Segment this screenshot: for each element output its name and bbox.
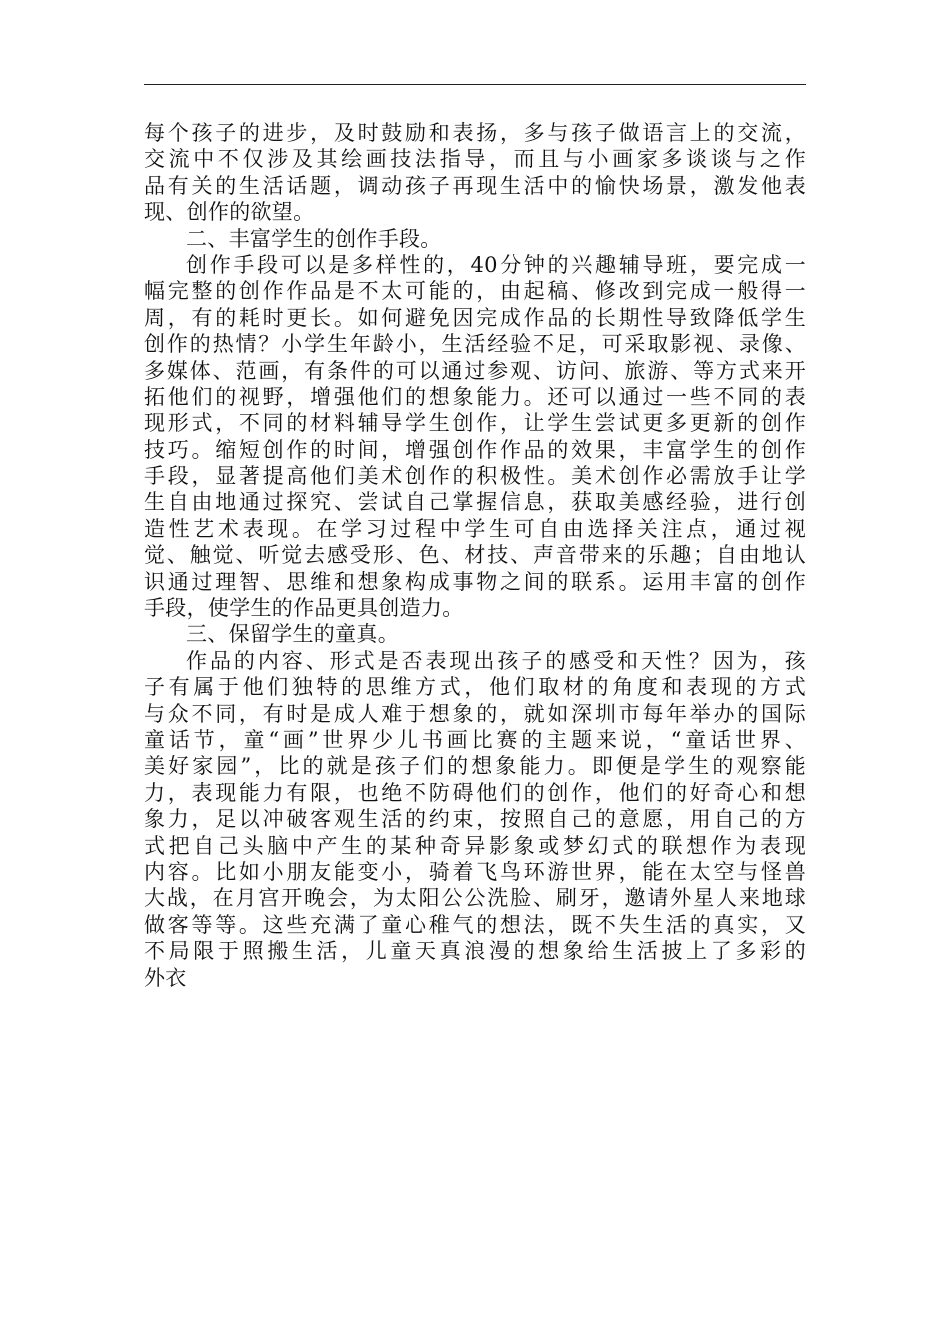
text-line: 子有属于他们独特的思维方式，他们取材的角度和表现的方式 bbox=[144, 675, 806, 700]
text-line: 生自由地通过探究、尝试自己掌握信息，获取美感经验，进行创 bbox=[144, 490, 806, 515]
text-line: 象力，足以冲破客观生活的约束，按照自己的意愿，用自己的方 bbox=[144, 807, 806, 832]
text-line: 交流中不仅涉及其绘画技法指导，而且与小画家多谈谈与之作 bbox=[144, 147, 806, 172]
text-line: 周，有的耗时更长。如何避免因完成作品的长期性导致降低学生 bbox=[144, 305, 806, 330]
text-line: 手段，使学生的作品更具创造力。 bbox=[144, 596, 464, 621]
text-line: 大战，在月宫开晚会，为太阳公公洗脸、刷牙，邀请外星人来地球 bbox=[144, 886, 806, 911]
text-line: 识通过理智、思维和想象构成事物之间的联系。运用丰富的创作 bbox=[144, 569, 806, 594]
text-line: 不局限于照搬生活，儿童天真浪漫的想象给生活披上了多彩的 bbox=[144, 939, 806, 964]
section-heading-2: 二、丰富学生的创作手段。 bbox=[186, 226, 442, 251]
text-line: 外衣 bbox=[144, 965, 187, 990]
text-line: 造性艺术表现。在学习过程中学生可自由选择关注点，通过视 bbox=[144, 516, 806, 541]
text-line: 创作手段可以是多样性的，40分钟的兴趣辅导班，要完成一 bbox=[186, 252, 806, 277]
document-body bbox=[144, 120, 806, 991]
text-line: 作品的内容、形式是否表现出孩子的感受和天性？因为，孩 bbox=[186, 648, 806, 673]
text-line: 现、创作的欲望。 bbox=[144, 200, 315, 225]
text-line: 式把自己头脑中产生的某种奇异影象或梦幻式的联想作为表现 bbox=[144, 833, 806, 858]
text-line: 每个孩子的进步，及时鼓励和表扬，多与孩子做语言上的交流， bbox=[144, 121, 806, 145]
text-line: 觉、触觉、听觉去感受形、色、材技、声音带来的乐趣；自由地认 bbox=[144, 543, 806, 568]
text-line: 美好家园”，比的就是孩子们的想象能力。即便是学生的观察能 bbox=[144, 754, 806, 779]
text-line: 力，表现能力有限，也绝不防碍他们的创作，他们的好奇心和想 bbox=[144, 780, 806, 805]
text-line: 童话节，童“画”世界少儿书画比赛的主题来说，“童话世界、 bbox=[144, 727, 806, 752]
text-line: 品有关的生活话题，调动孩子再现生活中的愉快场景，激发他表 bbox=[144, 173, 806, 198]
text-line: 手段，显著提高他们美术创作的积极性。美术创作必需放手让学 bbox=[144, 464, 806, 489]
text-line: 幅完整的创作作品是不太可能的，由起稿、修改到完成一般得一 bbox=[144, 279, 806, 304]
text-line: 内容。比如小朋友能变小，骑着飞鸟环游世界，能在太空与怪兽 bbox=[144, 859, 806, 884]
text-line: 创作的热情？小学生年龄小，生活经验不足，可采取影视、录像、 bbox=[144, 332, 806, 357]
text-line: 做客等等。这些充满了童心稚气的想法，既不失生活的真实，又 bbox=[144, 912, 806, 937]
header-rule bbox=[144, 84, 806, 85]
text-line: 拓他们的视野，增强他们的想象能力。还可以通过一些不同的表 bbox=[144, 384, 806, 409]
text-line: 现形式，不同的材料辅导学生创作，让学生尝试更多更新的创作 bbox=[144, 411, 806, 436]
text-line: 与众不同，有时是成人难于想象的，就如深圳市每年举办的国际 bbox=[144, 701, 806, 726]
text-line: 技巧。缩短创作的时间，增强创作作品的效果，丰富学生的创作 bbox=[144, 437, 806, 462]
text-line: 多媒体、范画，有条件的可以通过参观、访问、旅游、等方式来开 bbox=[144, 358, 806, 383]
section-heading-3: 三、保留学生的童真。 bbox=[186, 622, 399, 647]
